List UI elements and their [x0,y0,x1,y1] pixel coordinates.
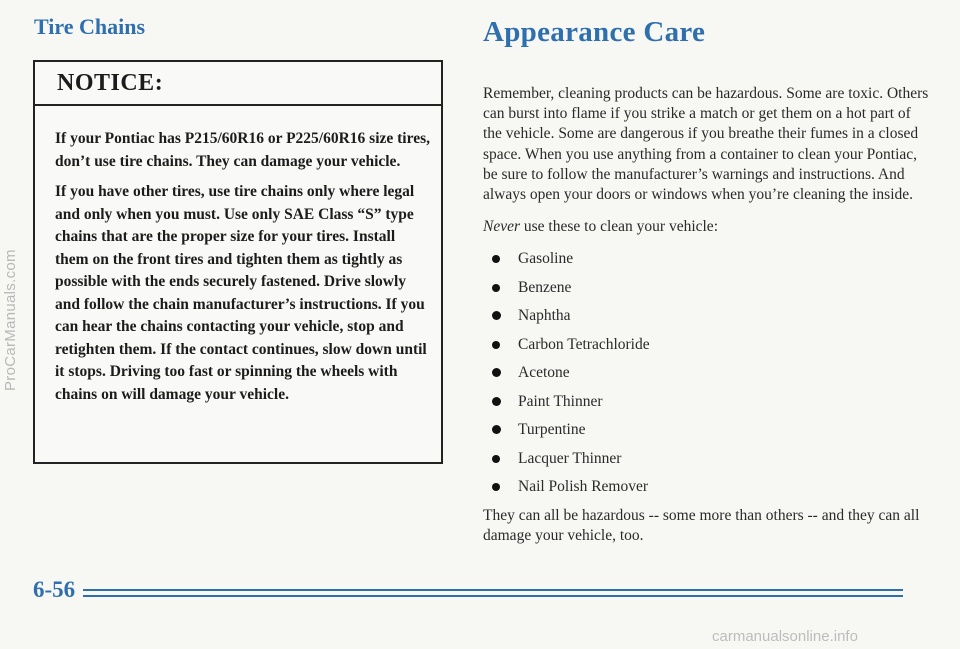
bullet-icon [492,368,501,377]
bullet-icon [492,284,500,292]
intro-paragraph: Remember, cleaning products can be hazardous. Some are toxic. Others can burst into flame if you strike a match or get them on a hot part of the vehicle. Some are dangerous if you breathe their fumes in a closed space. When you use anything from a container to clean your Pontiac, be sure to follow the manufacturer’s warnings and instructions. And always open your doors or windows when you’re cleaning the inside. [483,85,929,204]
list-item [483,420,933,449]
list-item [483,449,933,478]
list-item [483,363,933,392]
list-item-label: Turpentine [518,421,586,439]
bullet-icon [492,255,500,263]
bullet-icon [492,483,500,491]
list-item [483,306,933,335]
list-item-label: Naphtha [518,307,571,325]
appearance-care-section [483,84,933,546]
notice-paragraph-2: If you have other tires, use tire chains only where legal and only when you must. Use only SAE Class “S” type chains that are the proper size for your tires. Install them on the front tires and tighten them as tightly as possible with the ends securely fastened. Drive slowly and follow the chain manufacturer’s instructions. If you can hear the chains contacting your vehicle, stop and retighten them. If the contact continues, slow down until it stops. Driving too fast or spinning the wheels with chains on will damage your vehicle. [55,183,427,403]
bullet-icon [492,311,501,320]
list-item [483,477,933,506]
cleaning-hazard-list [483,249,933,506]
notice-heading: NOTICE: [57,69,164,96]
bullet-icon [492,425,501,434]
never-rest: use these to clean your vehicle: [520,218,718,236]
list-item-label: Nail Polish Remover [518,478,649,496]
notice-box [33,60,443,464]
page-number: 6-56 [33,577,76,602]
list-item-label: Gasoline [518,250,574,268]
list-item-label: Lacquer Thinner [518,449,622,467]
list-item [483,335,933,364]
notice-header [35,62,441,106]
closing-paragraph: They can all be hazardous -- some more than others -- and they can all damage your vehicle, too. [483,506,920,545]
list-item [483,249,933,278]
notice-paragraph-1: If your Pontiac has P215/60R16 or P225/60R16 size tires, don’t use tire chains. They can damage your vehicle. [55,130,430,170]
never-line [483,217,933,237]
tire-chains-heading: Tire Chains [34,14,146,39]
notice-body [35,106,441,406]
footer-watermark: carmanualsonline.info [712,628,858,645]
side-watermark: ProCarManuals.com [2,249,19,391]
appearance-care-heading: Appearance Care [483,16,706,48]
bullet-icon [492,341,500,349]
bullet-icon [492,397,501,406]
list-item-label: Carbon Tetrachloride [518,335,650,353]
never-word: Never [483,218,521,236]
list-item [483,278,933,307]
footer-rule [83,589,903,597]
bullet-icon [492,455,500,463]
list-item-label: Paint Thinner [518,392,603,410]
list-item-label: Benzene [518,278,572,296]
list-item [483,392,933,421]
list-item-label: Acetone [518,364,570,382]
